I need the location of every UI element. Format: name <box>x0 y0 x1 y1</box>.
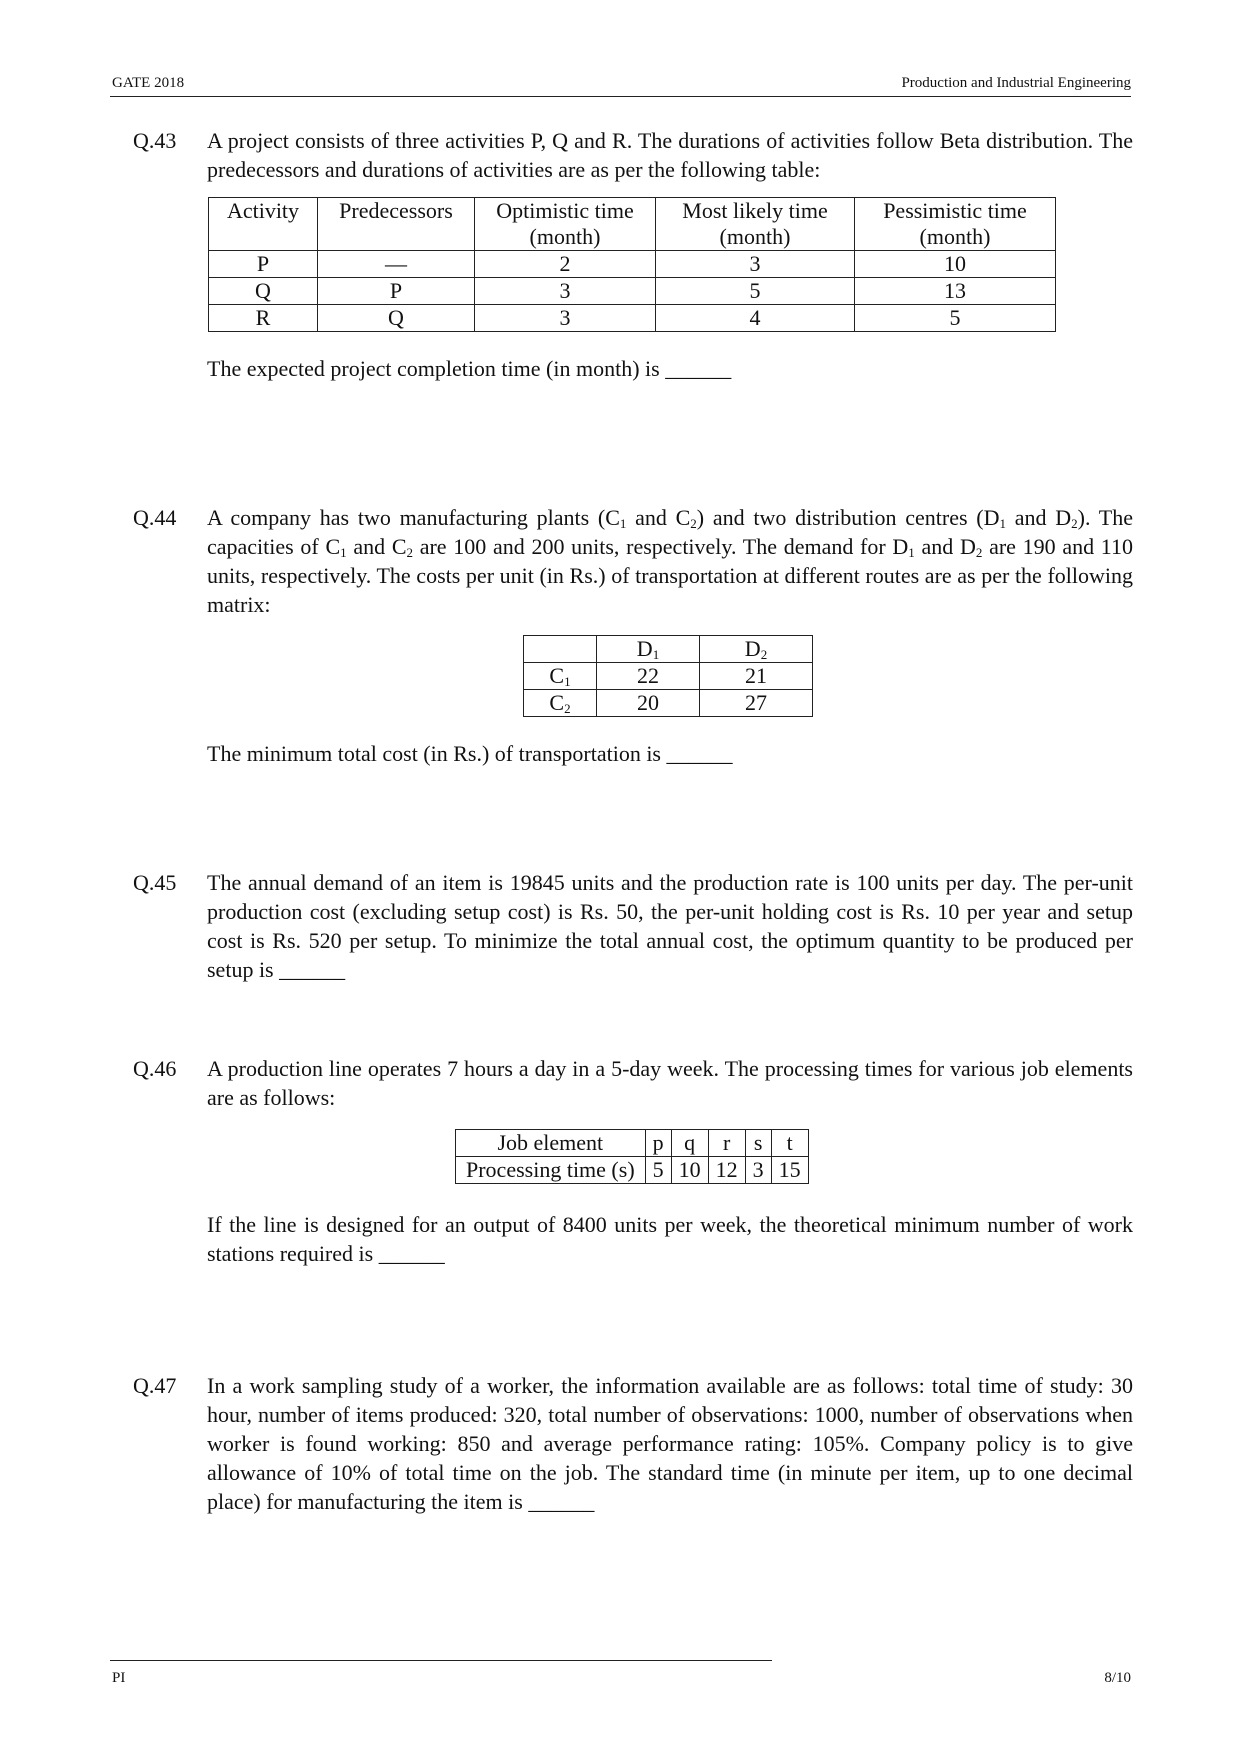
table-cell: 5 <box>656 278 855 305</box>
table-cell: 12 <box>708 1157 745 1184</box>
question-47 <box>133 1371 1133 1516</box>
table-cell: 3 <box>475 305 656 332</box>
table-header-row <box>524 636 813 663</box>
question-prompt: The minimum total cost (in Rs.) of transportation is ______ <box>207 741 733 766</box>
question-number: Q.44 <box>133 505 177 530</box>
table-row <box>524 690 813 717</box>
table-row <box>209 305 1056 332</box>
matrix-col-header: $D_2$ <box>700 636 813 663</box>
table-header-cell: Optimistic time (month) <box>475 198 656 251</box>
activity-table <box>208 197 1056 332</box>
table-cell: 3 <box>475 278 656 305</box>
matrix-row-header: $C_1$ <box>524 663 597 690</box>
footer-divider <box>110 1660 772 1661</box>
table-cell: 10 <box>855 251 1056 278</box>
processing-time-table <box>455 1129 809 1184</box>
question-text: A production line operates 7 hours a day in a 5-day week. The processing times for various job elements are as follows: <box>207 1056 1133 1110</box>
table-cell: s <box>745 1130 771 1157</box>
header-divider <box>110 96 1131 97</box>
table-row <box>524 663 813 690</box>
header-exam-name: GATE 2018 <box>112 75 185 91</box>
matrix-col-header: $D_1$ <box>597 636 700 663</box>
question-number: Q.47 <box>133 1373 177 1398</box>
table-cell: 21 <box>700 663 813 690</box>
question-text: A project consists of three activities P, Q and R. The durations of activities follow Beta distribution. The predecessors and durations of activities are as per the following table: <box>207 128 1133 182</box>
table-row <box>456 1130 809 1157</box>
table-row <box>209 278 1056 305</box>
table-cell: 10 <box>671 1157 708 1184</box>
table-cell: r <box>708 1130 745 1157</box>
table-cell: 5 <box>645 1157 671 1184</box>
table-cell: — <box>318 251 475 278</box>
question-prompt: The expected project completion time (in month) is ______ <box>207 356 732 381</box>
question-number: Q.45 <box>133 870 177 895</box>
table-cell: 27 <box>700 690 813 717</box>
table-cell: 5 <box>855 305 1056 332</box>
footer-paper-code: PI <box>112 1670 126 1686</box>
question-46 <box>133 1054 1133 1268</box>
cost-matrix <box>523 635 813 717</box>
question-43 <box>133 126 1133 383</box>
question-number: Q.46 <box>133 1056 177 1081</box>
table-header-cell: Most likely time (month) <box>656 198 855 251</box>
question-prompt: If the line is designed for an output of 8400 units per week, the theoretical minimum number of work stations required is ______ <box>207 1212 1133 1266</box>
table-cell: 3 <box>745 1157 771 1184</box>
table-cell: 15 <box>771 1157 808 1184</box>
question-44 <box>133 503 1133 768</box>
table-cell: 13 <box>855 278 1056 305</box>
question-text: A company has two manufacturing plants ($C_1$ and $C_2$) and two distribution centres ($D_1$ and $D_2$). The capacities of $C_1$ and $C_2$ are 100 and 200 units, respectively. The demand for $D_1$ and $D_2$ are 190 and 110 units, respectively. The costs per unit (in Rs.) of transportation at different routes are as per the following matrix: <box>207 505 1133 617</box>
question-text: In a work sampling study of a worker, the information available are as follows: total time of study: 30 hour, number of items produced: 320, total number of observations: 1000, number of observations when worker is found working: 850 and average performance rating: 105%. Company policy is to give allowance of 10% of total time on the job. The standard time (in minute per item, up to one decimal place) for manufacturing the item is ______ <box>207 1373 1133 1514</box>
row-label: Job element <box>456 1130 646 1157</box>
table-header-row <box>209 198 1056 251</box>
table-cell: p <box>645 1130 671 1157</box>
table-cell: q <box>671 1130 708 1157</box>
table-cell: P <box>318 278 475 305</box>
question-text: The annual demand of an item is 19845 units and the production rate is 100 units per day. The per-unit production cost (excluding setup cost) is Rs. 50, the per-unit holding cost is Rs. 10 per year and setup cost is Rs. 520 per setup. To minimize the total annual cost, the optimum quantity to be produced per setup is ______ <box>207 870 1133 982</box>
table-row <box>209 251 1056 278</box>
table-header-cell: Predecessors <box>318 198 475 251</box>
table-cell: Q <box>318 305 475 332</box>
matrix-corner-cell <box>524 636 597 663</box>
table-cell: t <box>771 1130 808 1157</box>
row-label: Processing time (s) <box>456 1157 646 1184</box>
matrix-row-header: $C_2$ <box>524 690 597 717</box>
table-cell: Q <box>209 278 318 305</box>
table-cell: 4 <box>656 305 855 332</box>
table-cell: P <box>209 251 318 278</box>
footer-page-number: 8/10 <box>1104 1670 1131 1686</box>
table-cell: 22 <box>597 663 700 690</box>
table-header-cell: Pessimistic time (month) <box>855 198 1056 251</box>
question-45 <box>133 868 1133 984</box>
table-cell: 2 <box>475 251 656 278</box>
table-row <box>456 1157 809 1184</box>
table-header-cell: Activity <box>209 198 318 251</box>
table-cell: 3 <box>656 251 855 278</box>
table-cell: R <box>209 305 318 332</box>
table-cell: 20 <box>597 690 700 717</box>
header-subject: Production and Industrial Engineering <box>901 75 1131 91</box>
question-number: Q.43 <box>133 128 177 153</box>
